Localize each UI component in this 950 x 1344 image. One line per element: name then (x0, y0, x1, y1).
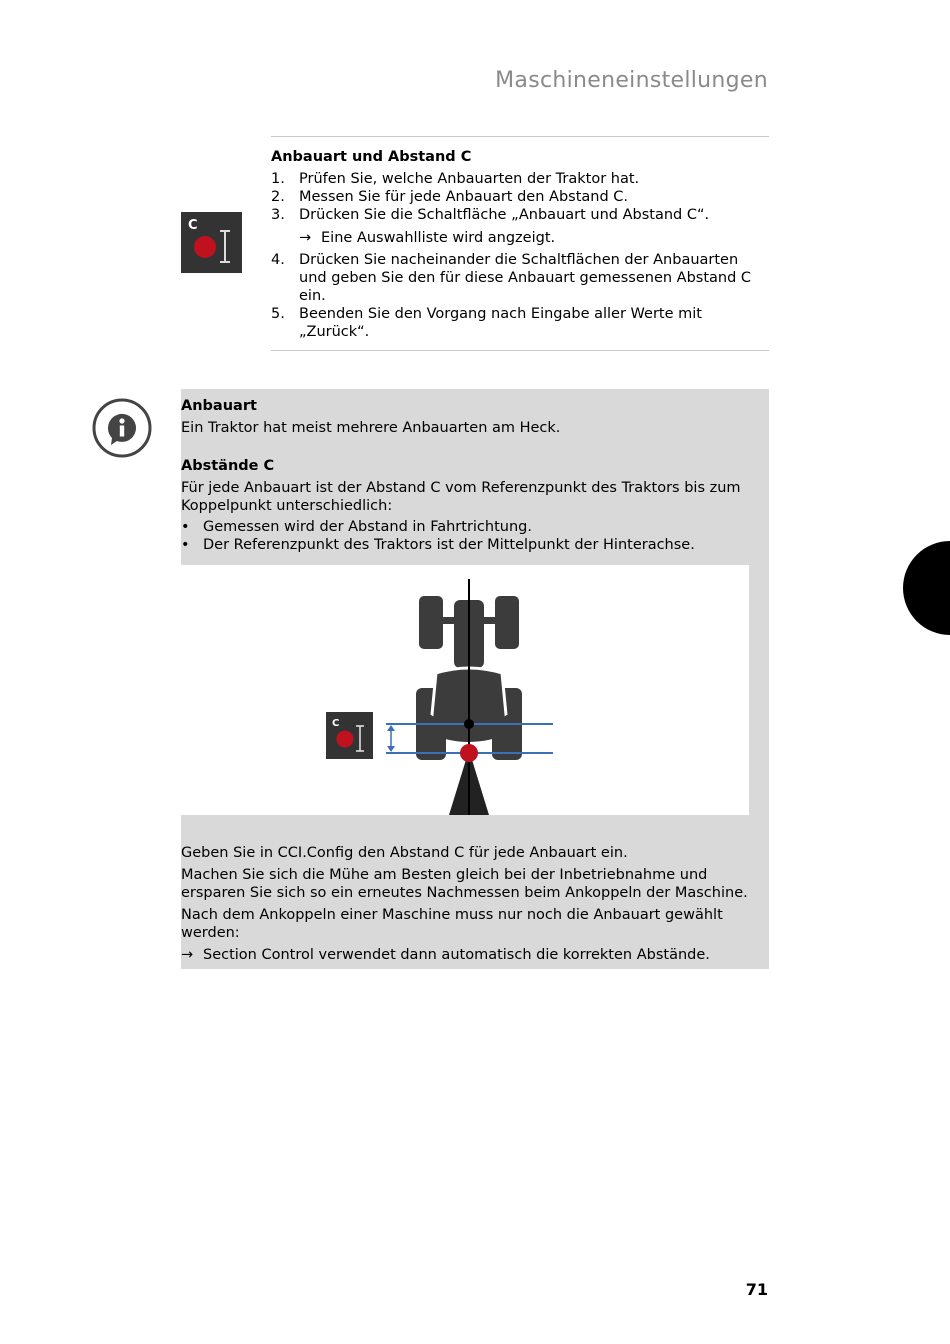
procedure-step: 3. Drücken Sie die Schaltfläche „Anbauart und Abstand C“. (271, 207, 710, 223)
list-item: • Der Referenzpunkt des Traktors ist der Mittelpunkt der Hinterachse. (181, 537, 695, 553)
page-header-title: Maschineneinstellungen (495, 68, 768, 93)
section-top-divider (271, 136, 769, 137)
figure-icon-letter: C (332, 718, 340, 729)
small-anbauart-icon (326, 712, 373, 759)
info-result: → Section Control verwendet dann automatisch die korrekten Abstände. (181, 947, 710, 963)
chapter-side-tab (903, 541, 950, 635)
procedure-step: 5. Beenden Sie den Vorgang nach Eingabe aller Werte mit „Zurück“. (271, 306, 702, 340)
info-text-top (181, 397, 761, 554)
info-heading-abstaende: Abstände C (181, 458, 275, 474)
info-paragraph: Machen Sie sich die Mühe am Besten gleich bei der Inbetriebnahme und ersparen Sie sich so ein erneutes Nachmessen beim Ankoppeln der Maschine. (181, 867, 748, 901)
info-text-abstaende: Für jede Anbauart ist der Abstand C vom Referenzpunkt des Traktors bis zum Koppelpunkt unterschiedlich: (181, 480, 741, 514)
procedure-step: 1. Prüfen Sie, welche Anbauarten der Traktor hat. (271, 171, 640, 187)
procedure-steps (271, 170, 769, 224)
info-paragraph: Nach dem Ankoppeln einer Maschine muss nur noch die Anbauart gewählt werden: (181, 907, 723, 941)
tractor-diagram (181, 565, 749, 815)
icon-letter: C (188, 218, 198, 233)
info-paragraph: Geben Sie in CCI.Config den Abstand C für jede Anbauart ein. (181, 845, 628, 861)
procedure-title: Anbauart und Abstand C (271, 149, 472, 165)
page-number: 71 (745, 1280, 768, 1299)
section-bottom-divider (271, 350, 769, 351)
info-heading-anbauart: Anbauart (181, 398, 257, 414)
info-icon (91, 397, 153, 459)
procedure-step: 2. Messen Sie für jede Anbauart den Abstand C. (271, 189, 629, 205)
tractor-distance-figure (181, 565, 749, 815)
info-bullet-list (181, 518, 761, 554)
procedure-steps-continued (271, 251, 769, 341)
info-text-anbauart: Ein Traktor hat meist mehrere Anbauarten am Heck. (181, 420, 561, 436)
result-arrow-icon: → (181, 947, 194, 963)
result-arrow-icon: → (299, 230, 312, 246)
procedure-step: 4. Drücken Sie nacheinander die Schaltflächen der Anbauarten und geben Sie den für diese Anbauart gemessenen Abstand C ein. (271, 252, 752, 304)
info-text-bottom (181, 844, 761, 964)
procedure-result: → Eine Auswahlliste wird angzeigt. (299, 230, 556, 246)
procedure-section (271, 148, 769, 341)
list-item: • Gemessen wird der Abstand in Fahrtrichtung. (181, 519, 532, 535)
anbauart-abstand-c-icon (181, 212, 242, 273)
